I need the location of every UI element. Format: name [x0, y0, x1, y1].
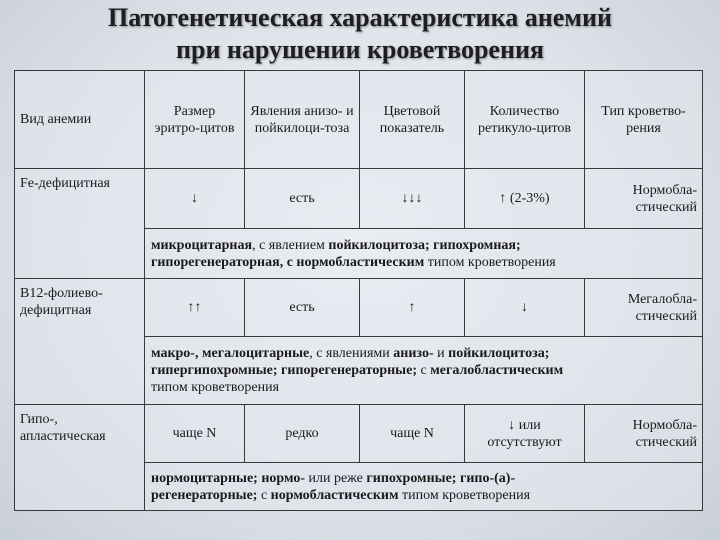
anemia-description: микроцитарная, с явлением пойкилоцитоза; гипохромная; гипорегенераторная, с нормобластическим типом кроветворения [145, 229, 703, 279]
cell-color-index: чаще N [360, 405, 465, 463]
anemia-description: макро-, мегалоцитарные, с явлениями анизо- и пойкилоцитоза; гипергипохромные; гипорегенераторные; с мегалобластическим типом кроветворения [145, 337, 703, 405]
cell-size: ↓ [145, 169, 245, 229]
table-row [15, 279, 703, 337]
table-row [15, 169, 703, 229]
cell-reticulocytes: ↓ или отсутствуют [465, 405, 585, 463]
cell-size: ↑↑ [145, 279, 245, 337]
cell-hematopoiesis-type: Мегалобла-стический [585, 279, 703, 337]
cell-reticulocytes: ↓ [465, 279, 585, 337]
header-reticulocytes: Количество ретикуло-цитов [465, 71, 585, 169]
title-line-2: при нарушении кроветворения [176, 35, 544, 64]
slide-title [0, 2, 720, 66]
header-anemia-type: Вид анемии [15, 71, 145, 169]
header-aniso-poikilocytosis: Явления анизо- и пойкилоци-тоза [245, 71, 360, 169]
cell-hematopoiesis-type: Нормобла-стический [585, 405, 703, 463]
title-line-1: Патогенетическая характеристика анемий [108, 3, 612, 32]
anemia-table [14, 70, 703, 511]
cell-size: чаще N [145, 405, 245, 463]
anemia-name: В12-фолиево-дефицитная [15, 279, 145, 405]
anemia-name: Гипо-, апластическая [15, 405, 145, 511]
cell-color-index: ↑ [360, 279, 465, 337]
cell-color-index: ↓↓↓ [360, 169, 465, 229]
header-cell-size: Размер эритро-цитов [145, 71, 245, 169]
table-row [15, 405, 703, 463]
cell-aniso: есть [245, 279, 360, 337]
cell-aniso: редко [245, 405, 360, 463]
cell-reticulocytes: ↑ (2-3%) [465, 169, 585, 229]
anemia-description: нормоцитарные; нормо- или реже гипохромные; гипо-(а)- регенераторные; с нормобластическим типом кроветворения [145, 463, 703, 511]
cell-hematopoiesis-type: Нормобла-стический [585, 169, 703, 229]
header-row [15, 71, 703, 169]
header-color-index: Цветовой показатель [360, 71, 465, 169]
anemia-name: Fe-дефицитная [15, 169, 145, 279]
cell-aniso: есть [245, 169, 360, 229]
header-hematopoiesis-type: Тип кроветво-рения [585, 71, 703, 169]
